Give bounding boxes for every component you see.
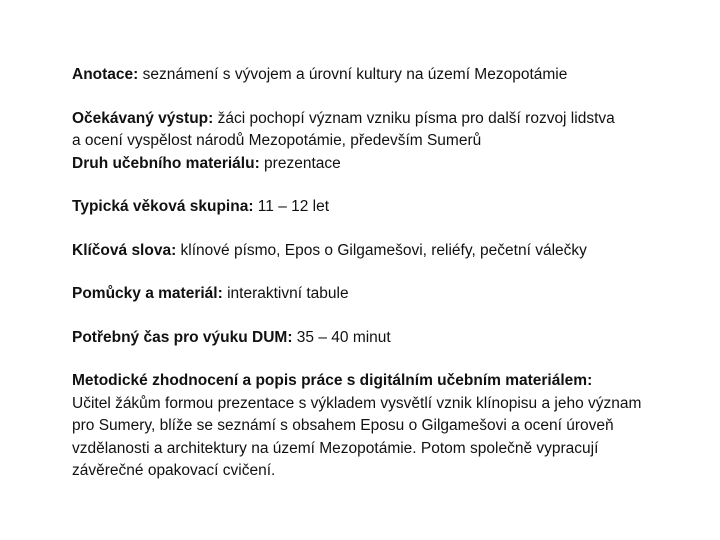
potrebny-cas-label: Potřebný čas pro výuku DUM: bbox=[72, 328, 293, 346]
vekova-skupina-label: Typická věková skupina: bbox=[72, 198, 254, 215]
klicova-slova-paragraph bbox=[72, 240, 652, 263]
spacer bbox=[72, 262, 652, 283]
druh-materialu-paragraph bbox=[72, 153, 652, 176]
druh-materialu-text: prezentace bbox=[259, 154, 341, 172]
vekova-skupina-text: 11 – 12 let bbox=[253, 198, 330, 215]
metodicke-zhodnoceni-text: Učitel žákům formou prezentace s výkladem vysvětlí vznik klínopisu a jeho význam pro Sumery, blíže se seznámí s obsahem Eposu o Gilgamešovi a ocení úroveň vzdělanosti a architektury na území Mezopotámie. Potom společně vypracují závěrečné opakovací cvičení. bbox=[72, 394, 642, 479]
metodicke-zhodnoceni-label: Metodické zhodnocení a popis práce s digitálním učebním materiálem: bbox=[72, 372, 593, 389]
document-body bbox=[72, 64, 652, 483]
pomucky-label: Pomůcky a materiál: bbox=[72, 285, 223, 302]
spacer bbox=[72, 306, 652, 327]
potrebny-cas-text: 35 – 40 minut bbox=[292, 328, 391, 346]
spacer bbox=[72, 87, 652, 108]
vekova-skupina-paragraph bbox=[72, 196, 652, 219]
klicova-slova-label: Klíčová slova: bbox=[72, 241, 177, 259]
anotace-text: seznámení s vývojem a úrovní kultury na území Mezopotámie bbox=[138, 66, 568, 83]
ocekavany-vystup-text: žáci pochopí význam vzniku písma pro další rozvoj lidstva bbox=[213, 109, 615, 127]
potrebny-cas-paragraph bbox=[72, 327, 652, 350]
anotace-label: Anotace: bbox=[72, 66, 139, 83]
pomucky-text: interaktivní tabule bbox=[222, 285, 349, 302]
pomucky-paragraph bbox=[72, 283, 652, 306]
spacer bbox=[72, 175, 652, 196]
klicova-slova-text: klínové písmo, Epos o Gilgamešovi, reliéfy, pečetní válečky bbox=[176, 241, 587, 259]
spacer bbox=[72, 349, 652, 370]
anotace-paragraph bbox=[72, 64, 652, 87]
druh-materialu-label: Druh učebního materiálu: bbox=[72, 154, 260, 172]
ocekavany-vystup-line2: a ocení vyspělost národů Mezopotámie, především Sumerů bbox=[72, 132, 482, 149]
ocekavany-vystup-label: Očekávaný výstup: bbox=[72, 109, 214, 127]
spacer bbox=[72, 219, 652, 240]
ocekavany-vystup-paragraph bbox=[72, 108, 652, 131]
